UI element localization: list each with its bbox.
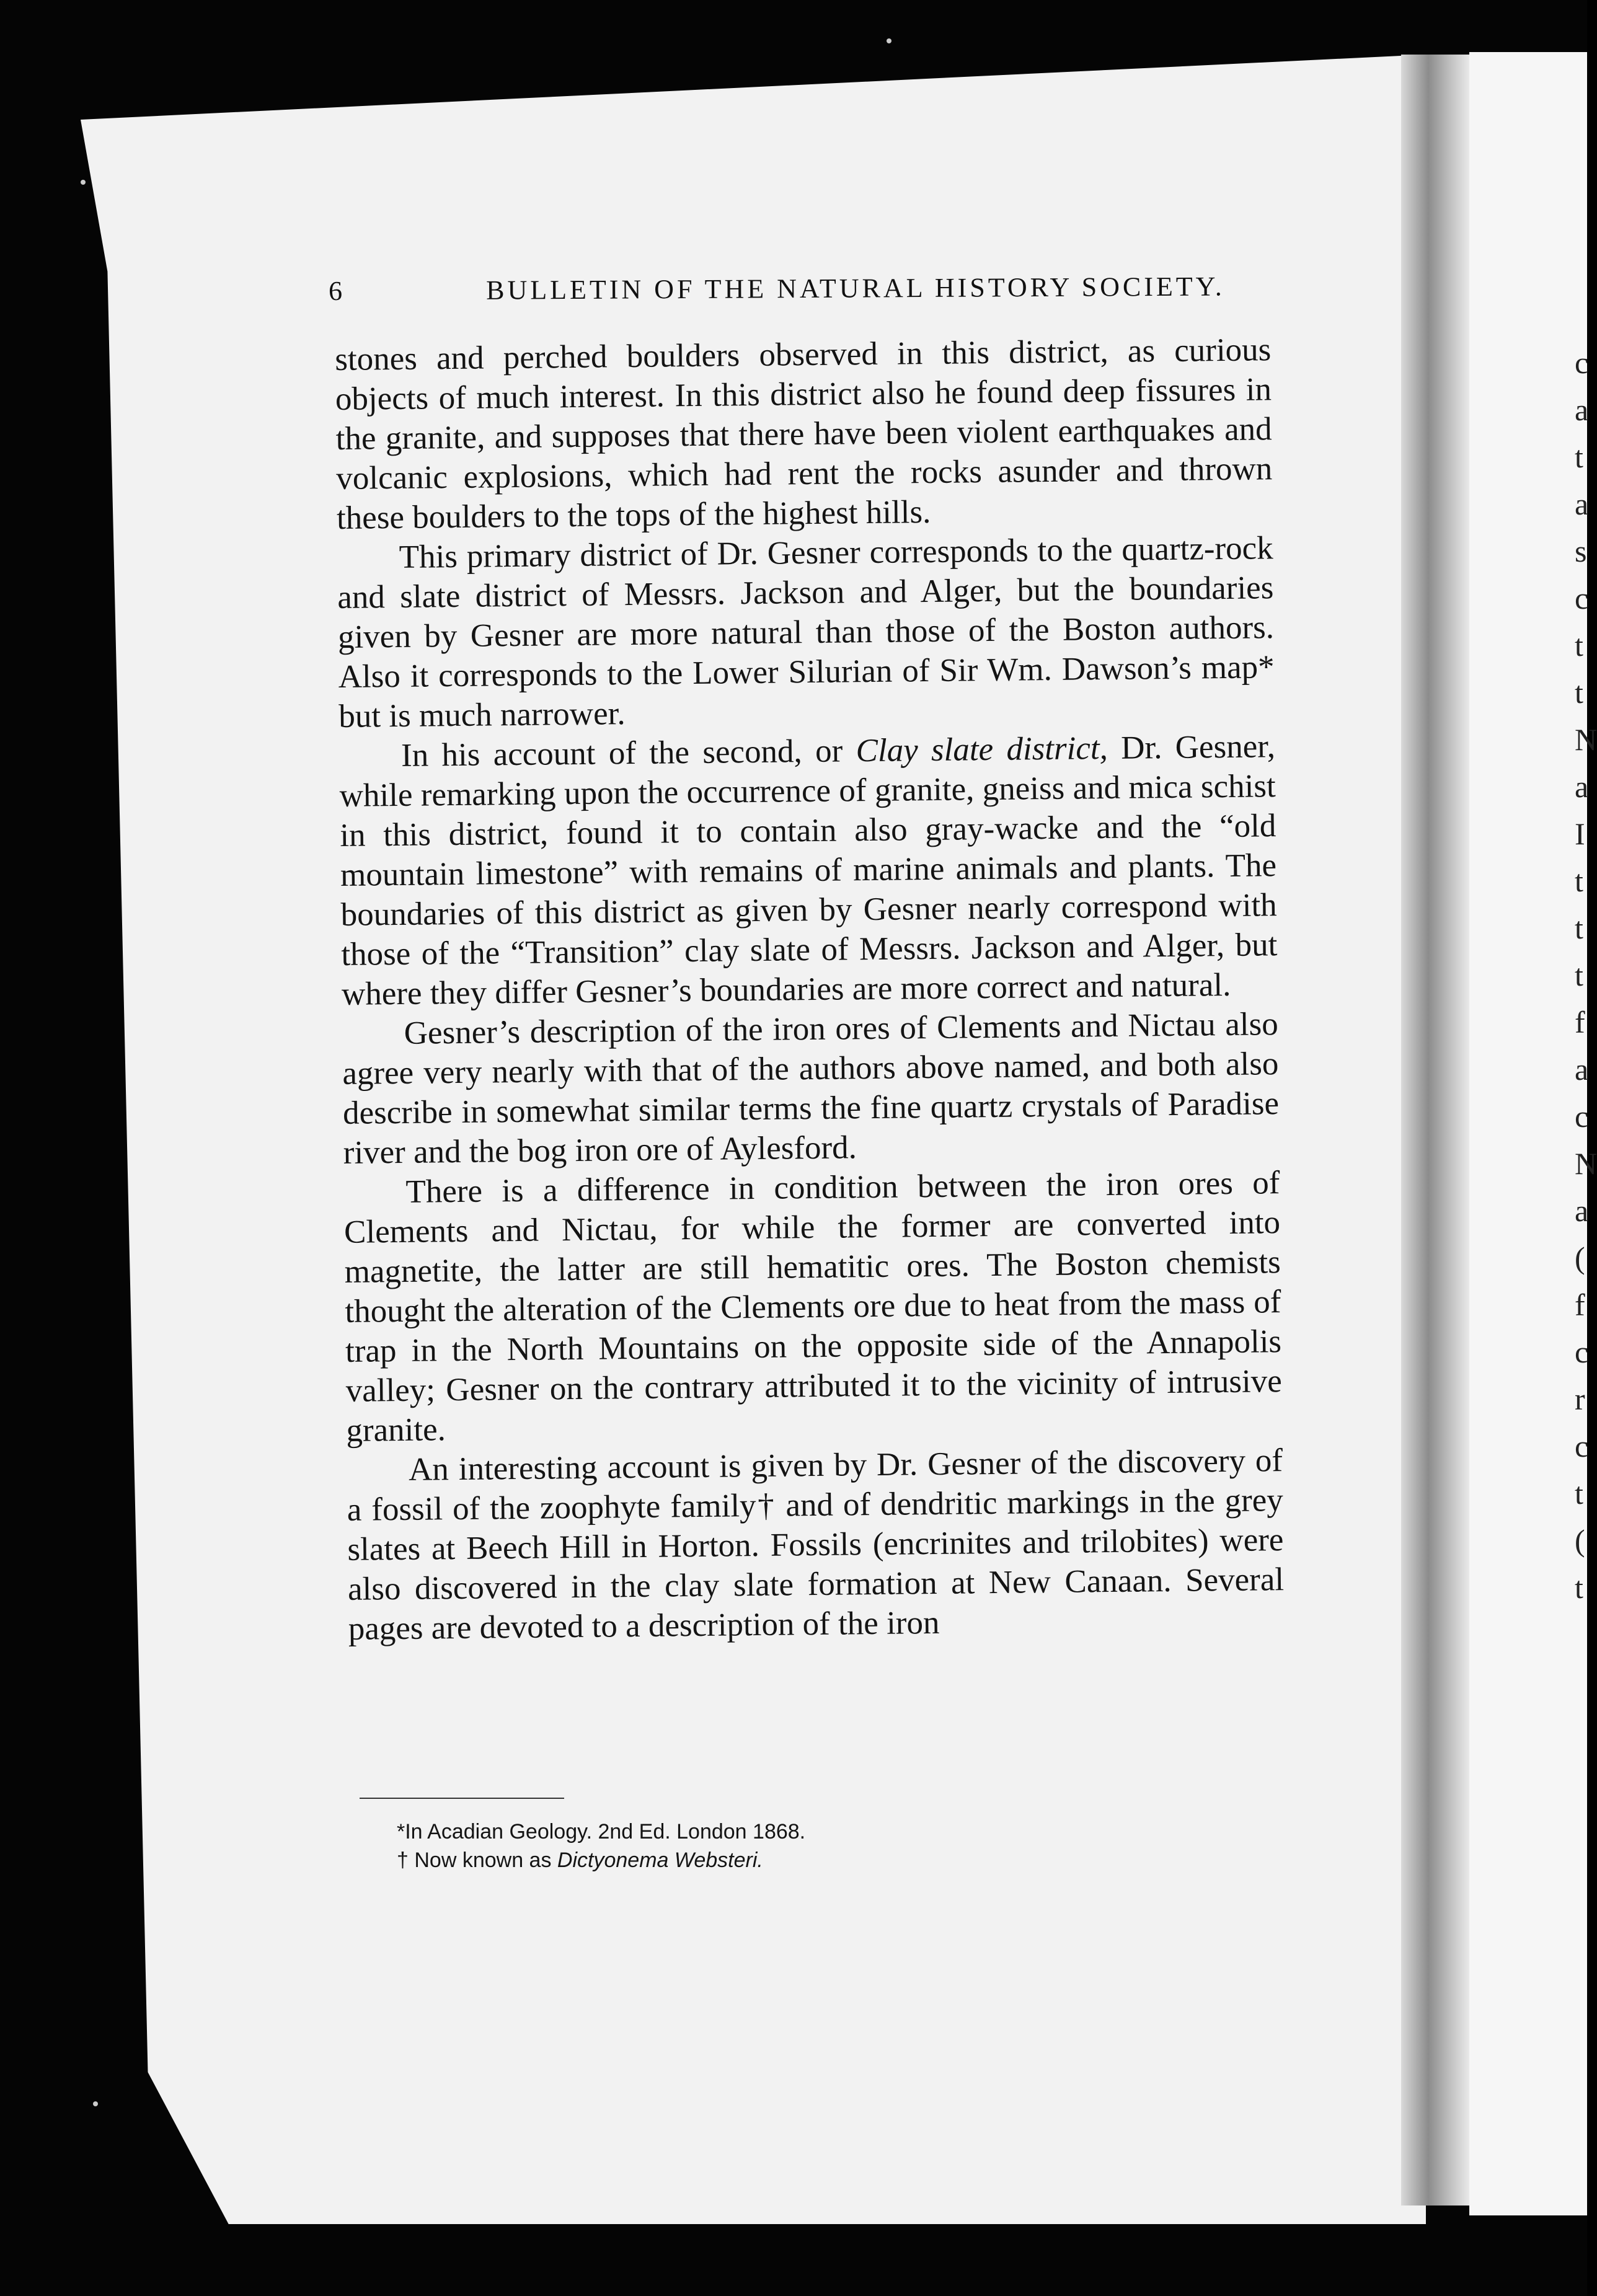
facing-page-letter: c [1575, 581, 1589, 616]
facing-page-letter: t [1575, 1570, 1583, 1605]
paragraph: This primary district of Dr. Gesner corresponds to the quartz-rock and slate district of Messrs. Jackson and Alger, but the boundaries given by Gesner are more natural than those of the Boston authors. Also it corresponds to the Lower Silurian of Sir Wm. Dawson’s map* but is much narrower. [337, 530, 1275, 735]
facing-page-letter: r [1575, 1382, 1585, 1416]
footnote-species-name: Dictyonema Websteri. [557, 1848, 763, 1872]
paragraph: An interesting account is given by Dr. Gesner of the discovery of a fossil of the zoophyte family† and of dendritic markings in the grey slates at Beech Hill in Horton. Fossils (encrinites and trilobites) were also discovered in the clay slate formation at New Canaan. Several pages are devoted to a description of the iron [347, 1442, 1285, 1647]
paragraph: stones and perched boulders observed in this district, as curious objects of much interest. In this district also he found deep fissures in the granite, and supposes that there have been violent earthquakes and volcanic explosions, which had rent the rocks asunder and thrown these boulders to the tops of the highest hills. [335, 332, 1273, 536]
facing-page-letter: I [1575, 816, 1585, 851]
facing-page-letter: N [1575, 722, 1597, 757]
facing-page-letter: t [1575, 863, 1583, 898]
book-gutter [1401, 55, 1469, 2205]
facing-page-letter: ( [1575, 1240, 1585, 1275]
footnote [397, 1846, 1265, 1874]
facing-page-letter: f [1575, 1005, 1585, 1040]
footnote-rule [360, 1798, 564, 1799]
facing-page-letter: N [1575, 1146, 1597, 1181]
facing-page-letter: a [1575, 1193, 1589, 1228]
facing-page-letter: t [1575, 628, 1583, 663]
page-number: 6 [328, 275, 346, 307]
scan-speck [887, 38, 891, 43]
footnotes [397, 1817, 1265, 1874]
facing-page-letter: c [1575, 345, 1589, 380]
running-head: BULLETIN OF THE NATURAL HISTORY SOCIETY. [486, 271, 1225, 306]
facing-page-letter: f [1575, 1287, 1585, 1322]
facing-page-letter: t [1575, 911, 1583, 945]
facing-page-edge-text [1575, 345, 1597, 1619]
facing-page-letter: a [1575, 487, 1589, 521]
facing-page-letter: c [1575, 1335, 1589, 1369]
paragraph-text: In his account of the second, or [400, 733, 856, 774]
scan-speck [81, 180, 86, 185]
footnote: *In Acadian Geology. 2nd Ed. London 1868. [397, 1820, 806, 1843]
facing-page-letter: a [1575, 392, 1589, 427]
facing-page-letter: a [1575, 1052, 1589, 1087]
facing-page-letter: ( [1575, 1523, 1585, 1558]
facing-page-letter: t [1575, 675, 1583, 710]
body-text [335, 330, 1285, 1649]
paragraph-text: Dr. Gesner, while remarking upon the occurrence of granite, gneiss and mica schist in this district, found it to contain also gray-wacke and the “old mountain limestone” with remains of marine animals and plants. The boundaries of this district as given by Gesner nearly correspond with those of the “Transition” clay slate of Messrs. Jackson and Alger, but where they differ Gesner’s boundaries are more correct and natural. [339, 728, 1278, 1012]
scan-speck [93, 2101, 98, 2106]
emphasis-text: Clay slate district, [856, 730, 1108, 769]
facing-page-letter: t [1575, 958, 1583, 992]
footnote-text: † Now known as [397, 1848, 557, 1872]
facing-page [1469, 52, 1597, 2215]
paragraph: Gesner’s description of the iron ores of Clements and Nictau also agree very nearly with that of the authors above named, and both also describe in somewhat similar terms the fine quartz crystals of Paradise river and the bog iron ore of Aylesford. [342, 1006, 1280, 1171]
facing-page-letter: c [1575, 1099, 1589, 1134]
facing-page-letter: a [1575, 769, 1589, 804]
facing-page-letter: s [1575, 534, 1587, 568]
paragraph: There is a difference in condition between the iron ores of Clements and Nictau, for while the former are converted into magnetite, the latter are still hematitic ores. The Boston chemists thought the alteration of the Clements ore due to heat from the mass of trap in the North Mountains on the opposite side of the Annapolis valley; Gesner on the contrary attributed it to the vicinity of intrusive granite. [343, 1165, 1282, 1449]
page-header [329, 270, 1283, 307]
paragraph [339, 726, 1278, 1014]
facing-page-letter: t [1575, 1476, 1583, 1511]
facing-page-letter: c [1575, 1429, 1589, 1464]
facing-page-letter: t [1575, 439, 1583, 474]
